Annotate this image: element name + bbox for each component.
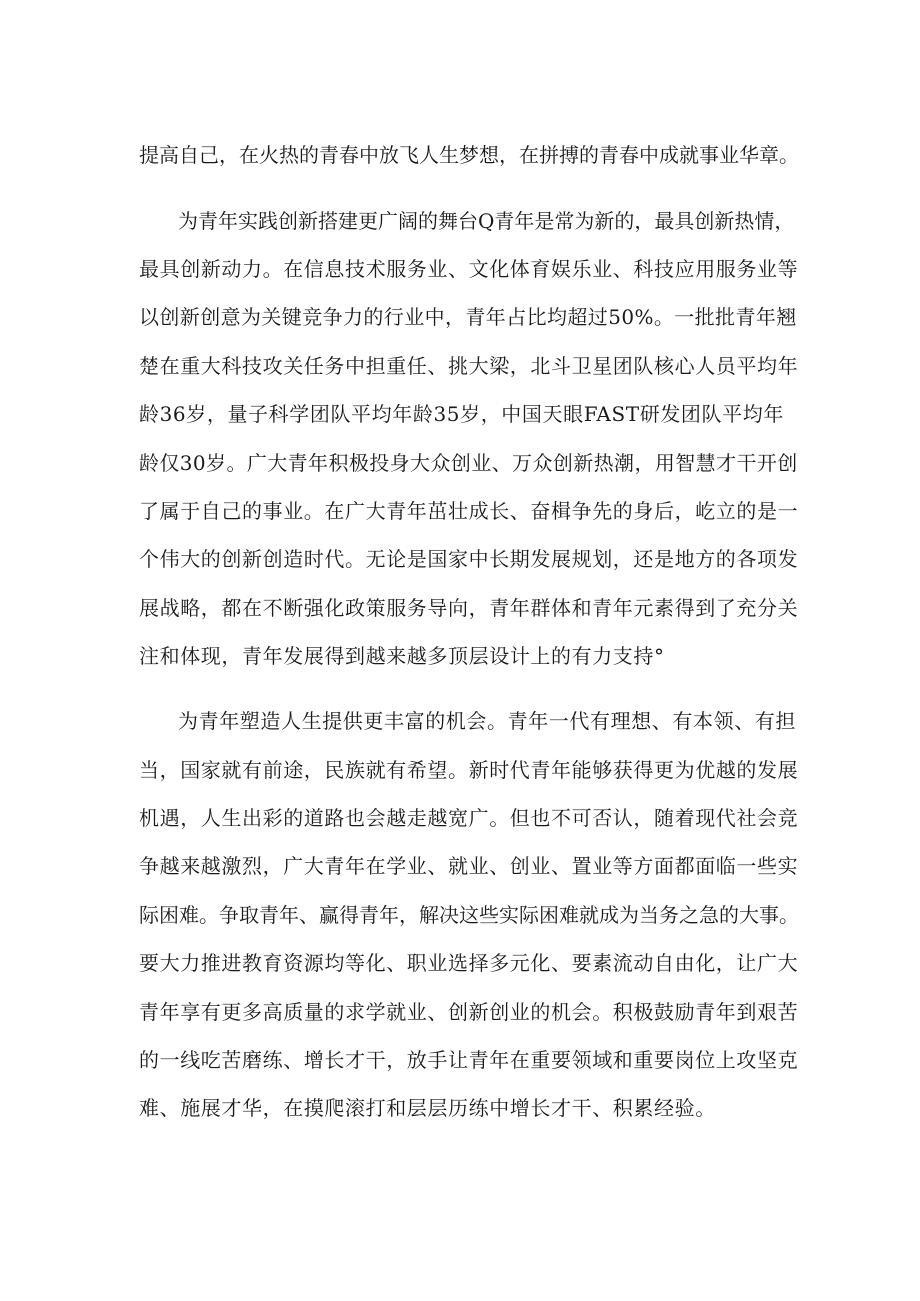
- paragraph-2-line-7: 了属于自己的事业。在广大青年茁壮成长、奋楫争先的身后，屹立的是一: [139, 499, 799, 523]
- paragraph-2-line-3: 以创新创意为关键竞争力的行业中，青年占比均超过50%。一批批青年翘: [139, 305, 797, 329]
- paragraph-1-line-1: 提高自己，在火热的青春中放飞人生梦想，在拼搏的青春中成就事业华章。: [139, 143, 799, 167]
- paragraph-3-line-8: 的一线吃苦磨练、增长才干，放手让青年在重要领域和重要岗位上攻坚克: [139, 1048, 799, 1072]
- paragraph-3-line-1: 为青年塑造人生提供更丰富的机会。青年一代有理想、有本领、有担: [178, 709, 796, 733]
- paragraph-3-line-2: 当，国家就有前途，民族就有希望。新时代青年能够获得更为优越的发展: [139, 758, 799, 782]
- paragraph-3-line-4: 争越来越激烈，广大青年在学业、就业、创业、置业等方面都面临一些实: [139, 854, 799, 878]
- paragraph-3-line-5: 际困难。争取青年、赢得青年，解决这些实际困难就成为当务之急的大事。: [139, 903, 799, 927]
- paragraph-3-line-7: 青年享有更多高质量的求学就业、创新创业的机会。积极鼓励青年到艰苦: [139, 1000, 799, 1024]
- paragraph-2-line-2: 最具创新动力。在信息技术服务业、文化体育娱乐业、科技应用服务业等: [139, 257, 799, 281]
- paragraph-2-line-1: 为青年实践创新搭建更广阔的舞台Q青年是常为新的，最具创新热情，: [178, 209, 795, 233]
- paragraph-3-line-9: 难、施展才华，在摸爬滚打和层层历练中增长才干、积累经验。: [139, 1096, 716, 1120]
- paragraph-2-line-8: 个伟大的创新创造时代。无论是国家中长期发展规划，还是地方的各项发: [139, 547, 799, 571]
- paragraph-2-line-6: 龄仅30岁。广大青年积极投身大众创业、万众创新热潮，用智慧才干开创: [139, 451, 798, 475]
- paragraph-2-line-4: 楚在重大科技攻关任务中担重任、挑大梁，北斗卫星团队核心人员平均年: [139, 354, 799, 378]
- paragraph-2-line-10: 注和体现，青年发展得到越来越多顶层设计上的有力支持°: [139, 644, 665, 668]
- paragraph-2-line-5: 龄36岁，量子科学团队平均年龄35岁，中国天眼FAST研发团队平均年: [139, 402, 784, 426]
- paragraph-3-line-6: 要大力推进教育资源均等化、职业选择多元化、要素流动自由化，让广大: [139, 951, 799, 975]
- paragraph-2-line-9: 展战略，都在不断强化政策服务导向，青年群体和青年元素得到了充分关: [139, 596, 799, 620]
- paragraph-3-line-3: 机遇，人生出彩的道路也会越走越宽广。但也不可否认，随着现代社会竞: [139, 806, 799, 830]
